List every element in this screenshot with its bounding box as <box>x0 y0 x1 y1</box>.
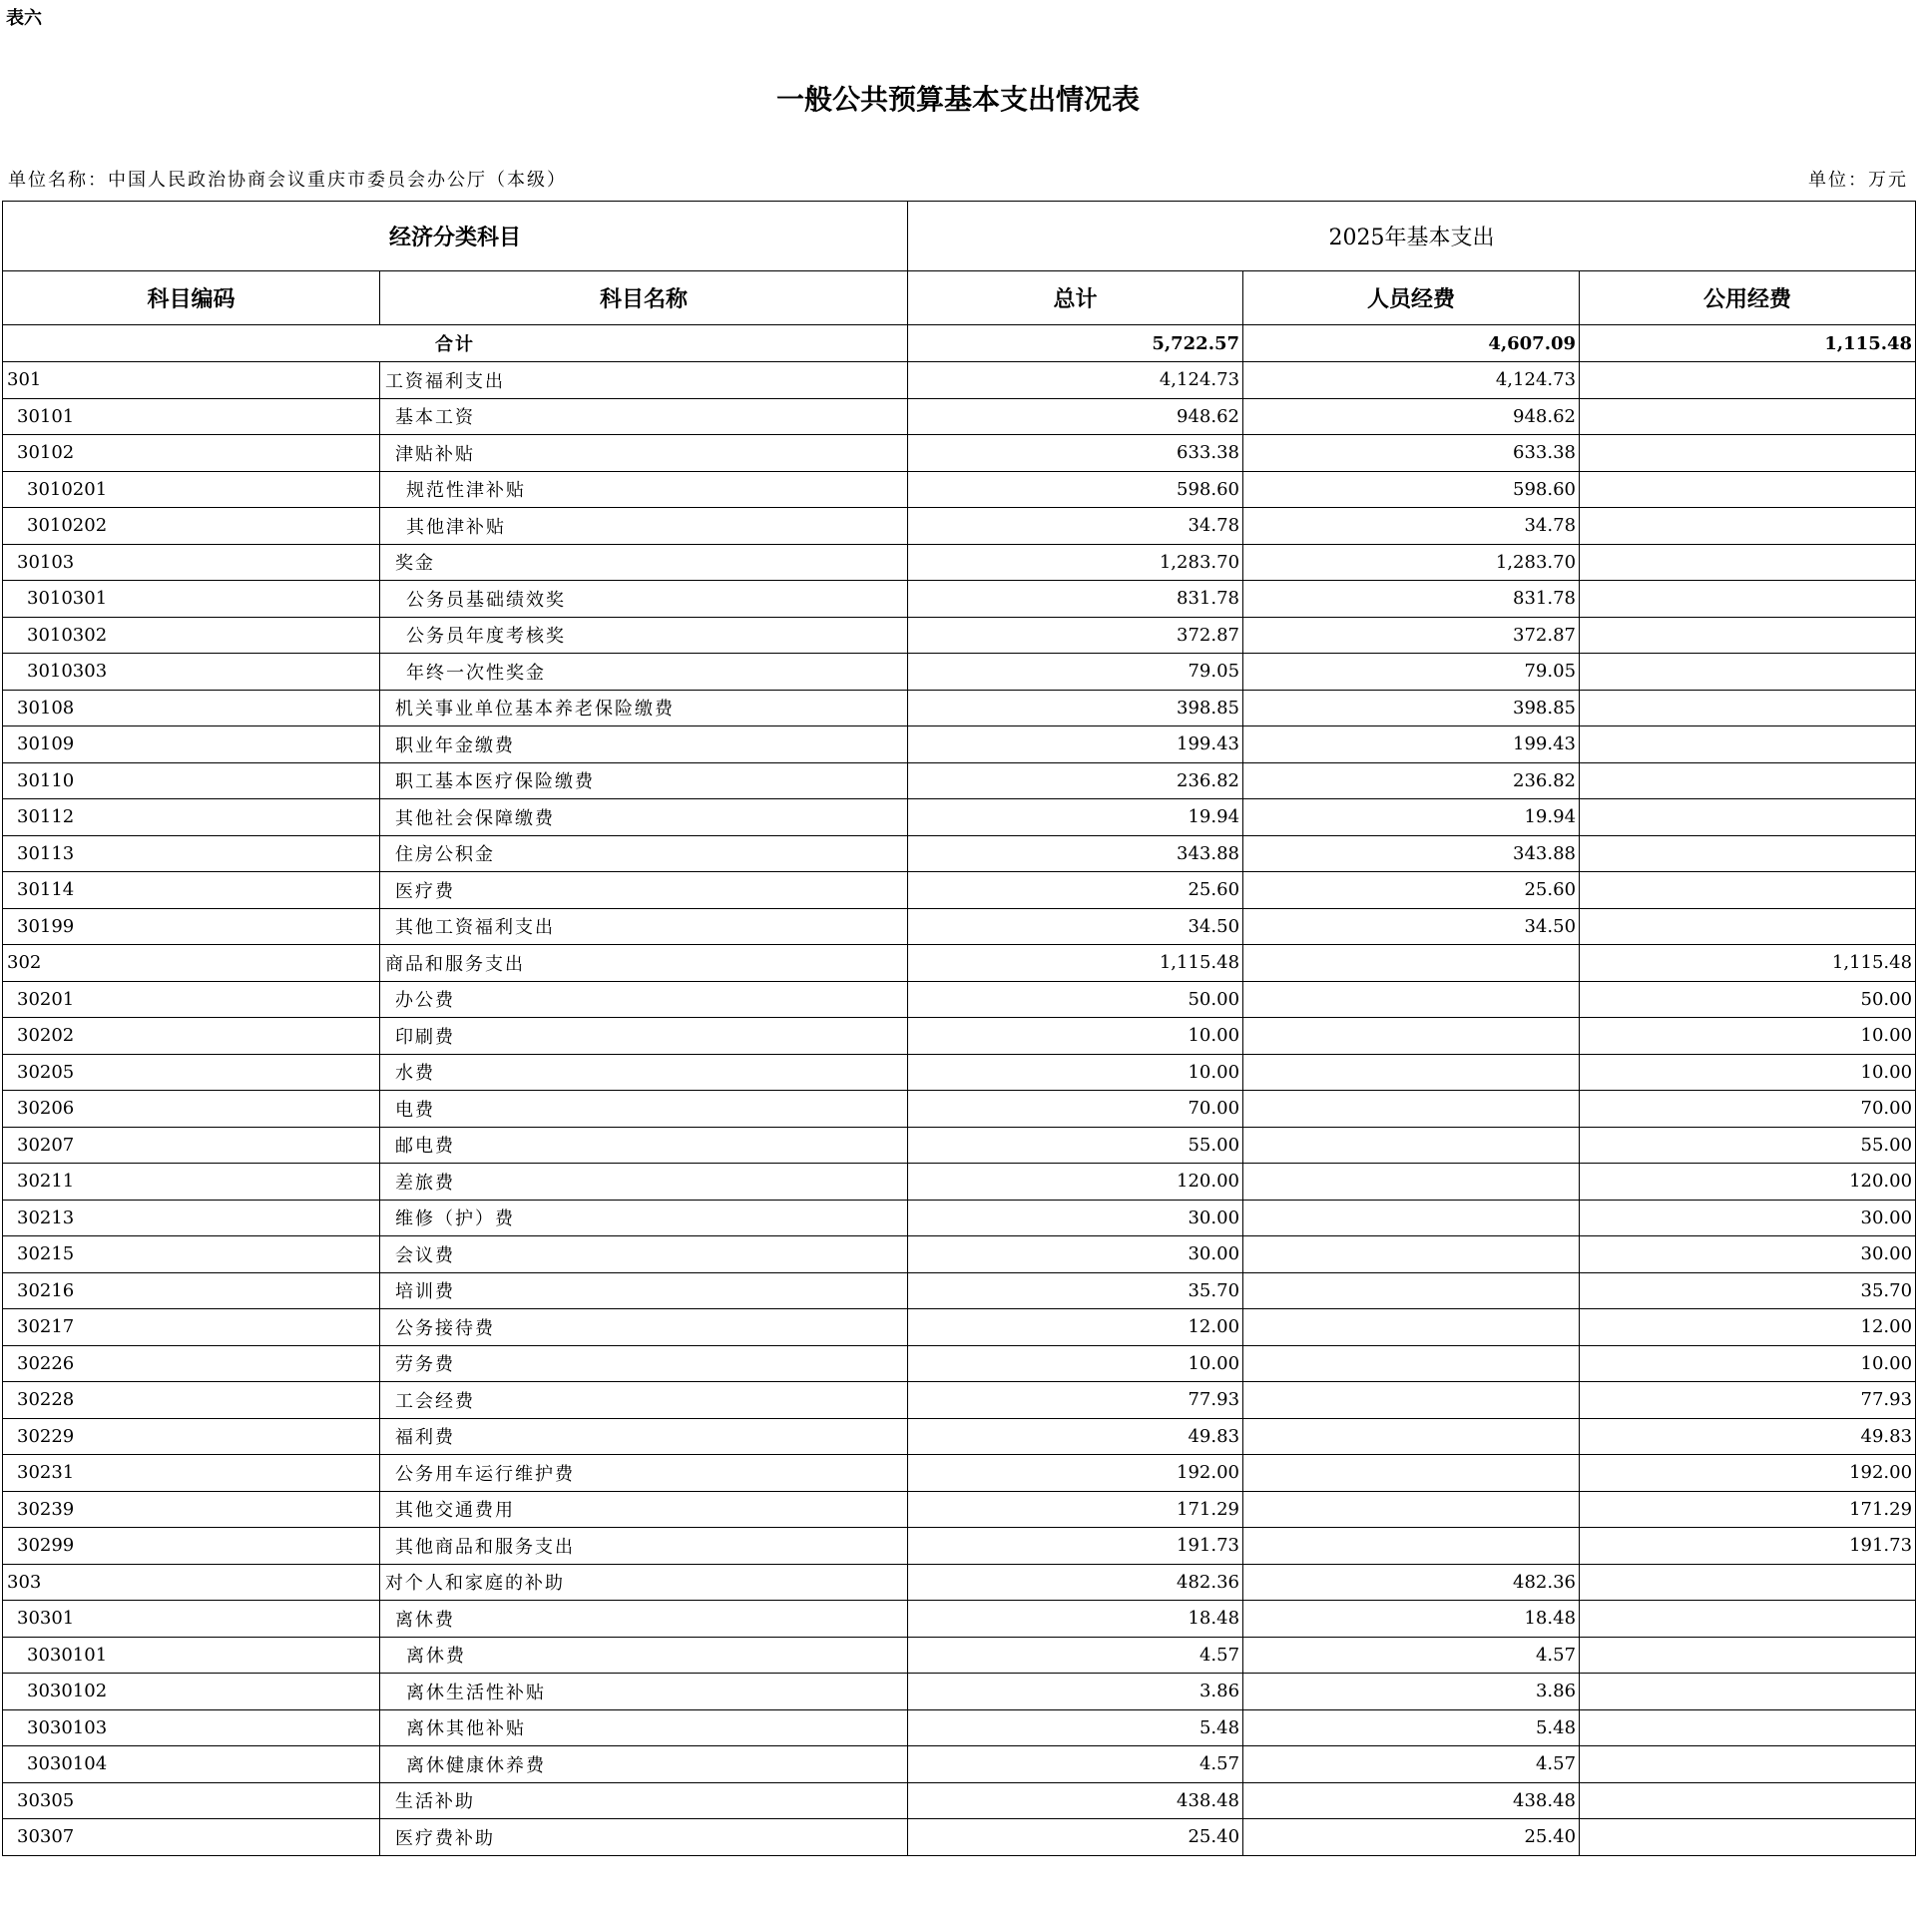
row-name: 年终一次性奖金 <box>380 654 908 691</box>
row-code: 30202 <box>3 1018 380 1055</box>
row-total: 372.87 <box>908 617 1243 654</box>
total-sum: 5,722.57 <box>908 325 1243 362</box>
row-personnel: 25.60 <box>1243 872 1580 909</box>
row-code: 303 <box>3 1564 380 1601</box>
row-name: 医疗费 <box>380 872 908 909</box>
row-code: 3010202 <box>3 508 380 545</box>
row-name: 医疗费补助 <box>380 1819 908 1856</box>
page-title: 一般公共预算基本支出情况表 <box>775 83 1140 116</box>
row-name: 津贴补贴 <box>380 435 908 472</box>
table-row <box>3 945 1916 982</box>
table-row <box>3 1382 1916 1419</box>
row-code: 30301 <box>3 1601 380 1638</box>
row-name: 其他社会保障缴费 <box>380 799 908 836</box>
row-total: 25.40 <box>908 1819 1243 1856</box>
table-row <box>3 1345 1916 1382</box>
row-code: 3010201 <box>3 471 380 508</box>
row-public <box>1580 1709 1916 1746</box>
table-row <box>3 1746 1916 1783</box>
table-row <box>3 981 1916 1018</box>
table-row <box>3 1418 1916 1455</box>
row-total: 12.00 <box>908 1309 1243 1346</box>
row-name: 生活补助 <box>380 1782 908 1819</box>
row-public: 120.00 <box>1580 1164 1916 1201</box>
row-personnel: 398.85 <box>1243 690 1580 726</box>
row-total: 77.93 <box>908 1382 1243 1419</box>
row-personnel: 633.38 <box>1243 435 1580 472</box>
row-personnel <box>1243 1345 1580 1382</box>
row-public: 1,115.48 <box>1580 945 1916 982</box>
row-public <box>1580 617 1916 654</box>
row-personnel <box>1243 945 1580 982</box>
group-header-row <box>3 202 1916 271</box>
row-public: 191.73 <box>1580 1528 1916 1565</box>
row-personnel: 79.05 <box>1243 654 1580 691</box>
row-code: 3030102 <box>3 1674 380 1710</box>
table-row <box>3 1164 1916 1201</box>
row-code: 30299 <box>3 1528 380 1565</box>
budget-table <box>2 201 1916 1856</box>
row-name: 商品和服务支出 <box>380 945 908 982</box>
row-public <box>1580 762 1916 799</box>
row-name: 基本工资 <box>380 398 908 435</box>
row-code: 30215 <box>3 1236 380 1273</box>
row-public <box>1580 908 1916 945</box>
row-name: 福利费 <box>380 1418 908 1455</box>
row-total: 55.00 <box>908 1127 1243 1164</box>
table-row <box>3 908 1916 945</box>
row-code: 30113 <box>3 835 380 872</box>
row-name: 维修（护）费 <box>380 1200 908 1236</box>
row-code: 3030101 <box>3 1637 380 1674</box>
row-code: 301 <box>3 362 380 399</box>
row-total: 1,283.70 <box>908 544 1243 581</box>
row-public <box>1580 690 1916 726</box>
row-code: 30226 <box>3 1345 380 1382</box>
row-personnel: 18.48 <box>1243 1601 1580 1638</box>
row-code: 302 <box>3 945 380 982</box>
row-personnel <box>1243 1272 1580 1309</box>
row-public <box>1580 544 1916 581</box>
row-public: 10.00 <box>1580 1345 1916 1382</box>
row-personnel: 482.36 <box>1243 1564 1580 1601</box>
table-row <box>3 435 1916 472</box>
row-personnel: 199.43 <box>1243 726 1580 763</box>
row-personnel <box>1243 1236 1580 1273</box>
row-public <box>1580 726 1916 763</box>
row-public <box>1580 1782 1916 1819</box>
row-public <box>1580 835 1916 872</box>
row-total: 25.60 <box>908 872 1243 909</box>
row-total: 948.62 <box>908 398 1243 435</box>
row-total: 199.43 <box>908 726 1243 763</box>
row-total: 192.00 <box>908 1455 1243 1492</box>
table-row <box>3 1601 1916 1638</box>
total-row <box>3 325 1916 362</box>
row-total: 49.83 <box>908 1418 1243 1455</box>
row-total: 79.05 <box>908 654 1243 691</box>
row-public: 12.00 <box>1580 1309 1916 1346</box>
row-code: 30231 <box>3 1455 380 1492</box>
row-name: 职工基本医疗保险缴费 <box>380 762 908 799</box>
row-code: 3010302 <box>3 617 380 654</box>
header-economic-category: 经济分类科目 <box>3 202 908 271</box>
row-public: 30.00 <box>1580 1200 1916 1236</box>
table-row <box>3 1091 1916 1128</box>
row-total: 34.78 <box>908 508 1243 545</box>
row-public <box>1580 1637 1916 1674</box>
table-row <box>3 1564 1916 1601</box>
row-public <box>1580 581 1916 618</box>
row-total: 1,115.48 <box>908 945 1243 982</box>
row-name: 离休费 <box>380 1601 908 1638</box>
row-total: 171.29 <box>908 1491 1243 1528</box>
row-code: 30114 <box>3 872 380 909</box>
row-name: 离休其他补贴 <box>380 1709 908 1746</box>
table-row <box>3 1455 1916 1492</box>
row-personnel: 5.48 <box>1243 1709 1580 1746</box>
table-row <box>3 581 1916 618</box>
row-name: 机关事业单位基本养老保险缴费 <box>380 690 908 726</box>
row-total: 34.50 <box>908 908 1243 945</box>
row-code: 30112 <box>3 799 380 836</box>
table-row <box>3 1200 1916 1236</box>
row-total: 191.73 <box>908 1528 1243 1565</box>
table-row <box>3 1637 1916 1674</box>
row-total: 18.48 <box>908 1601 1243 1638</box>
row-public <box>1580 1674 1916 1710</box>
row-personnel: 598.60 <box>1243 471 1580 508</box>
row-personnel <box>1243 1418 1580 1455</box>
row-code: 30102 <box>3 435 380 472</box>
row-personnel <box>1243 1455 1580 1492</box>
row-public: 55.00 <box>1580 1127 1916 1164</box>
table-row <box>3 1674 1916 1710</box>
row-personnel <box>1243 1200 1580 1236</box>
row-personnel <box>1243 1127 1580 1164</box>
row-public <box>1580 471 1916 508</box>
row-code: 30228 <box>3 1382 380 1419</box>
table-row <box>3 654 1916 691</box>
row-personnel <box>1243 1091 1580 1128</box>
table-tag: 表六 <box>6 8 42 29</box>
table-row <box>3 1819 1916 1856</box>
row-code: 30108 <box>3 690 380 726</box>
total-personnel: 4,607.09 <box>1243 325 1580 362</box>
row-code: 30199 <box>3 908 380 945</box>
row-code: 30103 <box>3 544 380 581</box>
row-personnel: 438.48 <box>1243 1782 1580 1819</box>
table-row <box>3 362 1916 399</box>
row-personnel: 34.50 <box>1243 908 1580 945</box>
row-name: 其他交通费用 <box>380 1491 908 1528</box>
row-total: 4,124.73 <box>908 362 1243 399</box>
row-personnel: 4.57 <box>1243 1637 1580 1674</box>
row-public <box>1580 799 1916 836</box>
row-public <box>1580 872 1916 909</box>
table-row <box>3 1782 1916 1819</box>
row-total: 5.48 <box>908 1709 1243 1746</box>
row-name: 公务员基础绩效奖 <box>380 581 908 618</box>
row-total: 343.88 <box>908 835 1243 872</box>
header-public: 公用经费 <box>1580 271 1916 325</box>
header-total: 总计 <box>908 271 1243 325</box>
table-row <box>3 1272 1916 1309</box>
row-code: 30216 <box>3 1272 380 1309</box>
table-row <box>3 1309 1916 1346</box>
row-name: 工资福利支出 <box>380 362 908 399</box>
row-public: 35.70 <box>1580 1272 1916 1309</box>
row-personnel <box>1243 981 1580 1018</box>
row-code: 30207 <box>3 1127 380 1164</box>
row-public: 77.93 <box>1580 1382 1916 1419</box>
row-public <box>1580 362 1916 399</box>
row-personnel: 372.87 <box>1243 617 1580 654</box>
row-personnel: 4.57 <box>1243 1746 1580 1783</box>
unit-of-measure: 单位：万元 <box>1808 170 1908 191</box>
row-total: 35.70 <box>908 1272 1243 1309</box>
table-row <box>3 1018 1916 1055</box>
row-total: 30.00 <box>908 1236 1243 1273</box>
row-total: 598.60 <box>908 471 1243 508</box>
row-code: 30110 <box>3 762 380 799</box>
header-personnel: 人员经费 <box>1243 271 1580 325</box>
row-name: 会议费 <box>380 1236 908 1273</box>
row-code: 30305 <box>3 1782 380 1819</box>
row-code: 30101 <box>3 398 380 435</box>
table-row <box>3 617 1916 654</box>
table-row <box>3 1054 1916 1091</box>
row-public <box>1580 1601 1916 1638</box>
row-total: 10.00 <box>908 1018 1243 1055</box>
row-personnel: 343.88 <box>1243 835 1580 872</box>
table-row <box>3 471 1916 508</box>
row-personnel <box>1243 1054 1580 1091</box>
row-name: 电费 <box>380 1091 908 1128</box>
row-name: 水费 <box>380 1054 908 1091</box>
row-personnel: 25.40 <box>1243 1819 1580 1856</box>
row-total: 236.82 <box>908 762 1243 799</box>
row-code: 3030104 <box>3 1746 380 1783</box>
row-name: 差旅费 <box>380 1164 908 1201</box>
row-code: 3010303 <box>3 654 380 691</box>
row-name: 职业年金缴费 <box>380 726 908 763</box>
row-code: 3010301 <box>3 581 380 618</box>
row-total: 438.48 <box>908 1782 1243 1819</box>
row-code: 30229 <box>3 1418 380 1455</box>
row-personnel: 1,283.70 <box>1243 544 1580 581</box>
row-code: 30205 <box>3 1054 380 1091</box>
row-total: 633.38 <box>908 435 1243 472</box>
row-name: 邮电费 <box>380 1127 908 1164</box>
row-personnel: 948.62 <box>1243 398 1580 435</box>
table-row <box>3 690 1916 726</box>
row-personnel <box>1243 1382 1580 1419</box>
row-public <box>1580 1819 1916 1856</box>
row-name: 住房公积金 <box>380 835 908 872</box>
table-row <box>3 762 1916 799</box>
table-row <box>3 1491 1916 1528</box>
table-row <box>3 398 1916 435</box>
row-code: 30201 <box>3 981 380 1018</box>
row-total: 398.85 <box>908 690 1243 726</box>
row-public: 10.00 <box>1580 1054 1916 1091</box>
row-personnel <box>1243 1528 1580 1565</box>
row-total: 482.36 <box>908 1564 1243 1601</box>
table-row <box>3 726 1916 763</box>
table-row <box>3 799 1916 836</box>
row-public: 50.00 <box>1580 981 1916 1018</box>
row-name: 离休费 <box>380 1637 908 1674</box>
table-row <box>3 872 1916 909</box>
row-name: 规范性津补贴 <box>380 471 908 508</box>
row-name: 劳务费 <box>380 1345 908 1382</box>
row-name: 其他商品和服务支出 <box>380 1528 908 1565</box>
header-name: 科目名称 <box>380 271 908 325</box>
table-row <box>3 1528 1916 1565</box>
row-total: 19.94 <box>908 799 1243 836</box>
row-personnel <box>1243 1491 1580 1528</box>
table-row <box>3 1127 1916 1164</box>
row-code: 30239 <box>3 1491 380 1528</box>
row-personnel: 831.78 <box>1243 581 1580 618</box>
row-personnel: 34.78 <box>1243 508 1580 545</box>
row-total: 10.00 <box>908 1054 1243 1091</box>
row-public: 30.00 <box>1580 1236 1916 1273</box>
row-personnel: 19.94 <box>1243 799 1580 836</box>
table-row <box>3 1709 1916 1746</box>
row-name: 印刷费 <box>380 1018 908 1055</box>
row-name: 培训费 <box>380 1272 908 1309</box>
row-public <box>1580 508 1916 545</box>
row-personnel: 3.86 <box>1243 1674 1580 1710</box>
row-total: 70.00 <box>908 1091 1243 1128</box>
row-public <box>1580 1564 1916 1601</box>
row-personnel <box>1243 1309 1580 1346</box>
total-label: 合计 <box>3 325 908 362</box>
table-row <box>3 1236 1916 1273</box>
row-name: 办公费 <box>380 981 908 1018</box>
table-row <box>3 544 1916 581</box>
row-total: 120.00 <box>908 1164 1243 1201</box>
row-name: 离休生活性补贴 <box>380 1674 908 1710</box>
row-public <box>1580 654 1916 691</box>
row-total: 50.00 <box>908 981 1243 1018</box>
row-public: 70.00 <box>1580 1091 1916 1128</box>
row-name: 对个人和家庭的补助 <box>380 1564 908 1601</box>
row-total: 30.00 <box>908 1200 1243 1236</box>
row-code: 30213 <box>3 1200 380 1236</box>
header-code: 科目编码 <box>3 271 380 325</box>
row-public: 192.00 <box>1580 1455 1916 1492</box>
column-header-row <box>3 271 1916 325</box>
table-row <box>3 508 1916 545</box>
row-code: 30307 <box>3 1819 380 1856</box>
row-name: 离休健康休养费 <box>380 1746 908 1783</box>
row-code: 30217 <box>3 1309 380 1346</box>
row-name: 公务员年度考核奖 <box>380 617 908 654</box>
row-public: 49.83 <box>1580 1418 1916 1455</box>
row-public: 10.00 <box>1580 1018 1916 1055</box>
row-name: 工会经费 <box>380 1382 908 1419</box>
unit-name: 单位名称：中国人民政治协商会议重庆市委员会办公厅（本级） <box>8 170 567 191</box>
header-2025-basic-expenditure: 2025年基本支出 <box>908 202 1916 271</box>
row-total: 10.00 <box>908 1345 1243 1382</box>
row-public <box>1580 398 1916 435</box>
row-total: 4.57 <box>908 1746 1243 1783</box>
row-total: 3.86 <box>908 1674 1243 1710</box>
row-total: 4.57 <box>908 1637 1243 1674</box>
row-code: 30211 <box>3 1164 380 1201</box>
row-name: 其他津补贴 <box>380 508 908 545</box>
row-personnel <box>1243 1018 1580 1055</box>
row-personnel <box>1243 1164 1580 1201</box>
row-name: 其他工资福利支出 <box>380 908 908 945</box>
row-code: 30109 <box>3 726 380 763</box>
row-name: 公务用车运行维护费 <box>380 1455 908 1492</box>
row-code: 3030103 <box>3 1709 380 1746</box>
row-public <box>1580 1746 1916 1783</box>
table-row <box>3 835 1916 872</box>
row-name: 公务接待费 <box>380 1309 908 1346</box>
row-personnel: 4,124.73 <box>1243 362 1580 399</box>
row-personnel: 236.82 <box>1243 762 1580 799</box>
total-public: 1,115.48 <box>1580 325 1916 362</box>
row-name: 奖金 <box>380 544 908 581</box>
row-public: 171.29 <box>1580 1491 1916 1528</box>
row-public <box>1580 435 1916 472</box>
row-total: 831.78 <box>908 581 1243 618</box>
row-code: 30206 <box>3 1091 380 1128</box>
